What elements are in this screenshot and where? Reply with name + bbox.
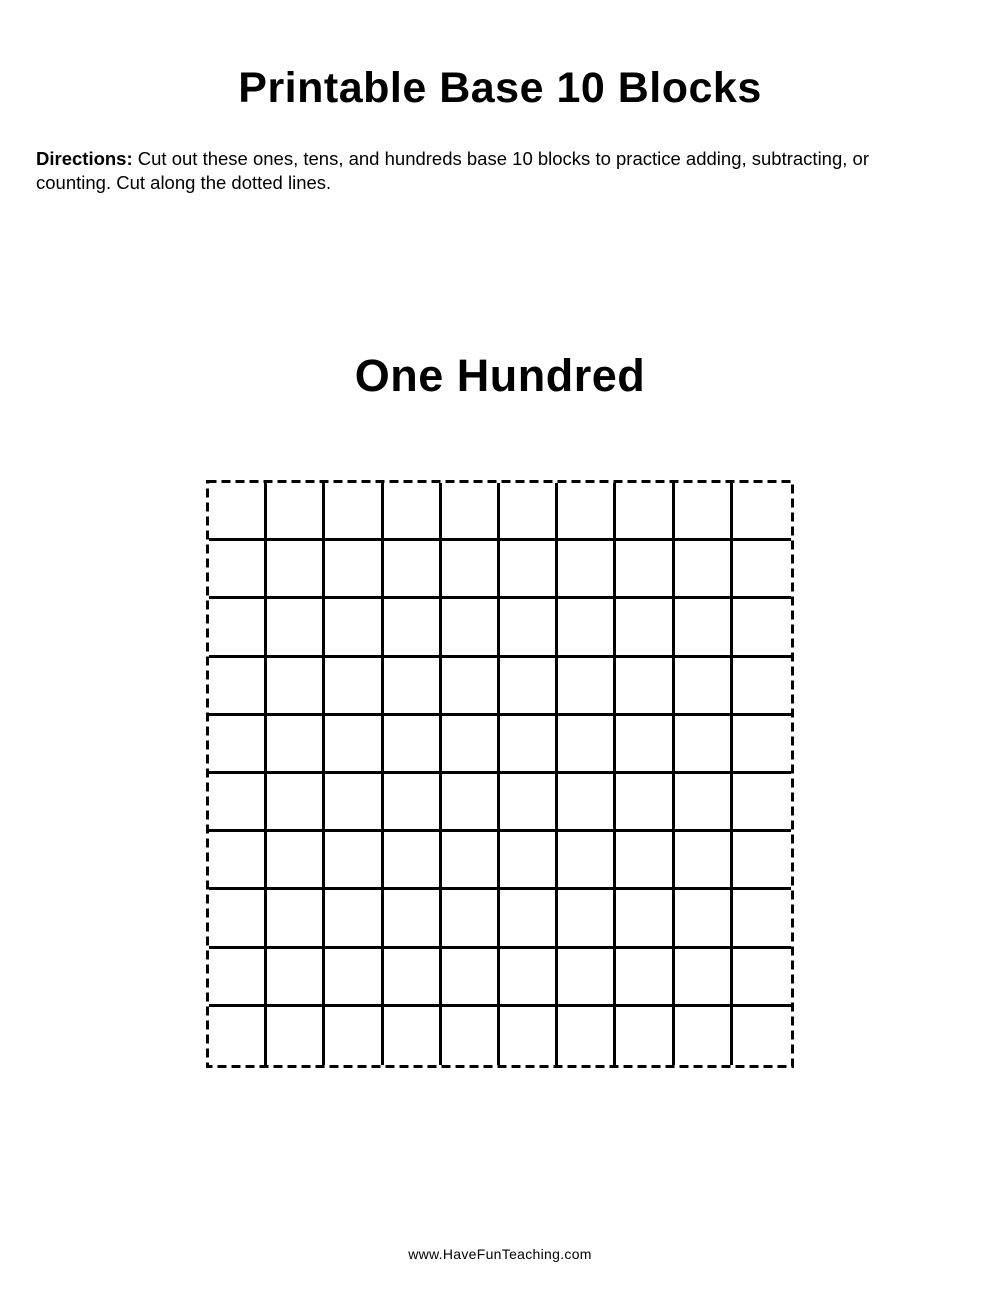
- grid-cell: [733, 890, 791, 948]
- grid-cell: [616, 1007, 674, 1065]
- grid-cell: [500, 599, 558, 657]
- grid-cell: [384, 832, 442, 890]
- grid-cell: [267, 599, 325, 657]
- grid-cell: [384, 658, 442, 716]
- grid-cell: [675, 774, 733, 832]
- grid-cell: [384, 890, 442, 948]
- grid-cell: [209, 599, 267, 657]
- grid-cell: [267, 774, 325, 832]
- grid-cell: [267, 716, 325, 774]
- grid-cell: [384, 541, 442, 599]
- grid-cell: [675, 1007, 733, 1065]
- grid-cell: [325, 483, 383, 541]
- grid-cell: [733, 716, 791, 774]
- grid-cell: [616, 890, 674, 948]
- grid-cell: [442, 890, 500, 948]
- grid-cell: [500, 890, 558, 948]
- grid-cell: [325, 774, 383, 832]
- grid-cell: [733, 541, 791, 599]
- grid-cell: [733, 774, 791, 832]
- grid-cell: [558, 541, 616, 599]
- grid-cell: [733, 1007, 791, 1065]
- grid-cell: [675, 541, 733, 599]
- grid-cell: [325, 716, 383, 774]
- grid-cell: [558, 658, 616, 716]
- grid-cell: [325, 658, 383, 716]
- grid-cell: [442, 541, 500, 599]
- block-title: One Hundred: [354, 350, 646, 401]
- grid-cell: [558, 949, 616, 1007]
- grid-cell: [442, 949, 500, 1007]
- grid-cell: [675, 716, 733, 774]
- grid-cell: [675, 483, 733, 541]
- grid-cell: [500, 774, 558, 832]
- grid-cell: [442, 774, 500, 832]
- grid-cell: [558, 774, 616, 832]
- grid-cell: [442, 599, 500, 657]
- grid-cell: [209, 716, 267, 774]
- grid-cell: [616, 483, 674, 541]
- grid-cell: [616, 832, 674, 890]
- grid-cell: [209, 1007, 267, 1065]
- grid-cell: [616, 949, 674, 1007]
- grid-cell: [209, 483, 267, 541]
- grid-cell: [500, 541, 558, 599]
- grid-cell: [384, 774, 442, 832]
- grid-cell: [558, 1007, 616, 1065]
- grid-cell: [616, 774, 674, 832]
- grid-cell: [209, 832, 267, 890]
- directions-paragraph: [36, 147, 908, 195]
- grid-cell: [209, 541, 267, 599]
- grid-cell: [325, 1007, 383, 1065]
- grid-cell: [616, 716, 674, 774]
- grid-cell: [209, 949, 267, 1007]
- grid-cell: [325, 949, 383, 1007]
- grid-cell: [733, 599, 791, 657]
- directions-text: Cut out these ones, tens, and hundreds base 10 blocks to practice adding, subtracting, or counting. Cut along the dotted lines.: [36, 148, 869, 193]
- grid-cell: [267, 832, 325, 890]
- grid-cell: [733, 483, 791, 541]
- page-title: Printable Base 10 Blocks: [238, 64, 762, 112]
- hundred-block: [206, 480, 794, 1068]
- grid-cell: [209, 658, 267, 716]
- grid-cell: [325, 541, 383, 599]
- grid-cell: [733, 832, 791, 890]
- grid-cell: [500, 716, 558, 774]
- grid-cell: [267, 541, 325, 599]
- grid-cell: [558, 599, 616, 657]
- footer-website: www.HaveFunTeaching.com: [408, 1246, 592, 1262]
- grid-cell: [558, 890, 616, 948]
- grid-cell: [616, 541, 674, 599]
- grid-cell: [325, 599, 383, 657]
- grid-cell: [675, 890, 733, 948]
- grid-cell: [442, 483, 500, 541]
- grid-cell: [733, 658, 791, 716]
- grid-cell: [442, 1007, 500, 1065]
- grid-cell: [500, 1007, 558, 1065]
- grid-cell: [384, 483, 442, 541]
- grid-cell: [267, 483, 325, 541]
- grid-cell: [267, 949, 325, 1007]
- grid-cell: [325, 890, 383, 948]
- grid-cell: [209, 890, 267, 948]
- grid-cell: [384, 599, 442, 657]
- grid-cell: [500, 483, 558, 541]
- grid-cell: [267, 890, 325, 948]
- grid-cell: [500, 658, 558, 716]
- grid-cell: [558, 832, 616, 890]
- grid-cell: [384, 1007, 442, 1065]
- grid-cell: [384, 949, 442, 1007]
- grid-cell: [500, 832, 558, 890]
- grid-cell: [442, 832, 500, 890]
- grid-cell: [733, 949, 791, 1007]
- hundred-block-grid: [209, 483, 791, 1065]
- grid-cell: [675, 949, 733, 1007]
- grid-cell: [616, 658, 674, 716]
- grid-cell: [384, 716, 442, 774]
- grid-cell: [558, 716, 616, 774]
- grid-cell: [267, 1007, 325, 1065]
- grid-cell: [675, 832, 733, 890]
- grid-cell: [500, 949, 558, 1007]
- grid-cell: [442, 658, 500, 716]
- grid-cell: [616, 599, 674, 657]
- grid-cell: [267, 658, 325, 716]
- grid-cell: [442, 716, 500, 774]
- grid-cell: [325, 832, 383, 890]
- grid-cell: [675, 599, 733, 657]
- grid-cell: [675, 658, 733, 716]
- grid-cell: [558, 483, 616, 541]
- grid-cell: [209, 774, 267, 832]
- directions-label: Directions:: [36, 148, 133, 169]
